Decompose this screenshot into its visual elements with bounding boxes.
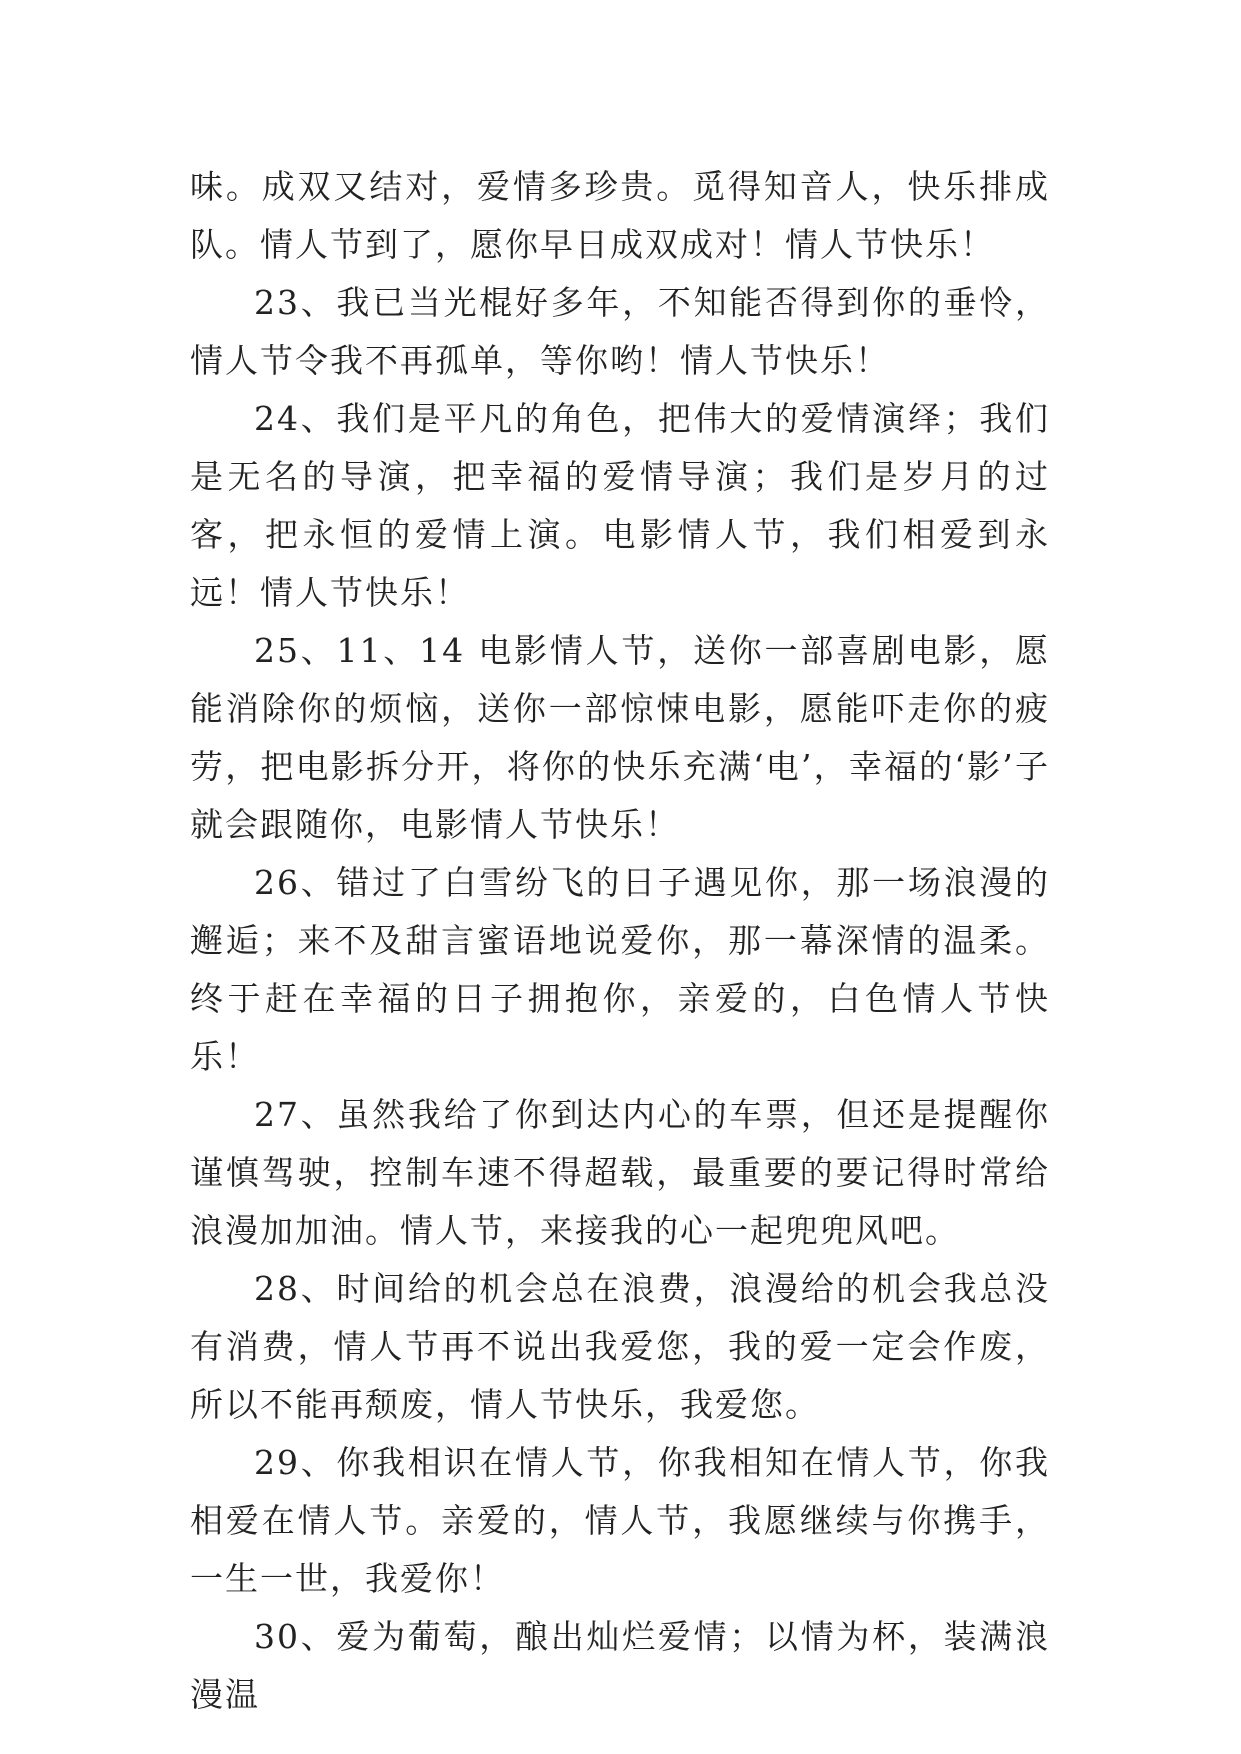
paragraph-23: 23、我已当光棍好多年，不知能否得到你的垂怜，情人节令我不再孤单，等你哟！情人节快乐！ (190, 283, 1050, 380)
paragraph-26: 26、错过了白雪纷飞的日子遇见你，那一场浪漫的邂逅；来不及甜言蜜语地说爱你，那一幕深情的温柔。终于赶在幸福的日子拥抱你，亲爱的，白色情人节快乐！ (190, 863, 1050, 1076)
document-body (190, 158, 1050, 1724)
paragraph-continuation: 味。成双又结对，爱情多珍贵。觅得知音人，快乐排成队。情人节到了，愿你早日成双成对！情人节快乐！ (190, 167, 1050, 264)
paragraph-27: 27、虽然我给了你到达内心的车票，但还是提醒你谨慎驾驶，控制车速不得超载，最重要的要记得时常给浪漫加加油。情人节，来接我的心一起兜兜风吧。 (190, 1095, 1050, 1250)
paragraph-29: 29、你我相识在情人节，你我相知在情人节，你我相爱在情人节。亲爱的，情人节，我愿继续与你携手，一生一世，我爱你！ (190, 1443, 1050, 1598)
paragraph-30: 30、爱为葡萄，酿出灿烂爱情；以情为杯，装满浪漫温 (190, 1617, 1050, 1714)
paragraph-28: 28、时间给的机会总在浪费，浪漫给的机会我总没有消费，情人节再不说出我爱您，我的爱一定会作废，所以不能再颓废，情人节快乐，我爱您。 (190, 1269, 1050, 1424)
paragraph-25: 25、11、14 电影情人节，送你一部喜剧电影，愿能消除你的烦恼，送你一部惊悚电影，愿能吓走你的疲劳，把电影拆分开，将你的快乐充满‘电’，幸福的‘影’子就会跟随你，电影情人节快乐！ (190, 631, 1050, 844)
paragraph-24: 24、我们是平凡的角色，把伟大的爱情演绎；我们是无名的导演，把幸福的爱情导演；我们是岁月的过客，把永恒的爱情上演。电影情人节，我们相爱到永远！情人节快乐！ (190, 399, 1050, 612)
